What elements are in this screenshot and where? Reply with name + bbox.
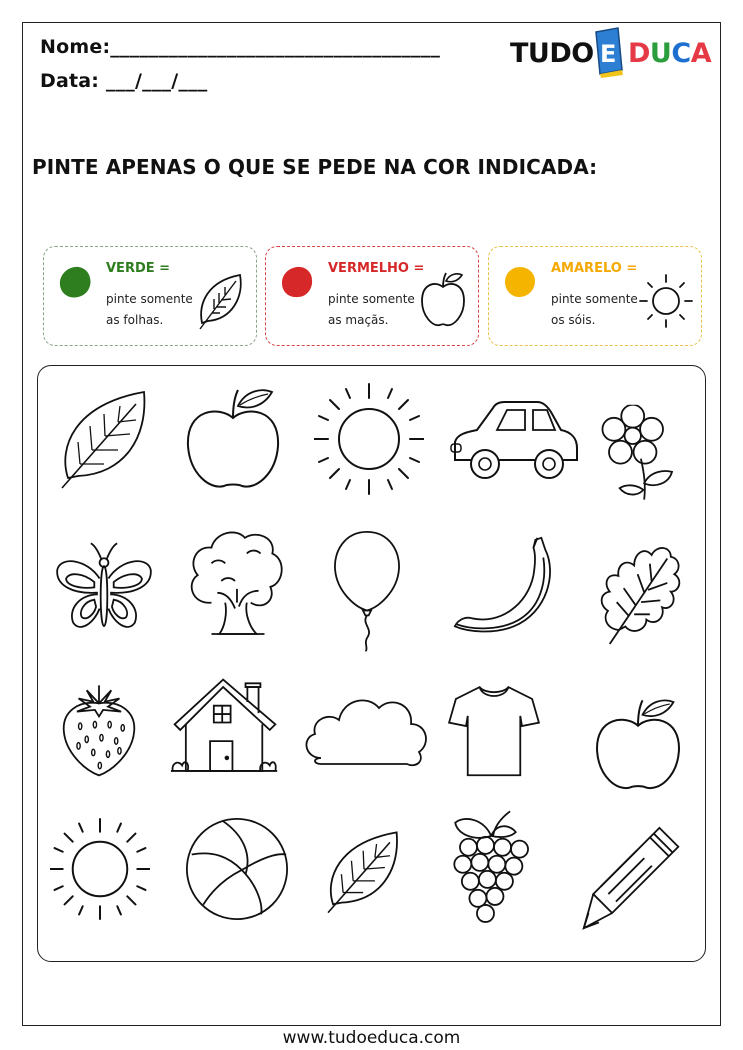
logo-text-tudo: TUDO xyxy=(510,38,594,69)
ball-icon xyxy=(184,812,290,926)
cloud-icon xyxy=(300,672,432,790)
grid-apple-1[interactable] xyxy=(178,378,288,496)
footer-url[interactable]: www.tudoeduca.com xyxy=(282,1028,461,1048)
yellow-paint-blob xyxy=(503,265,537,299)
legend-yellow-text: pinte somente os sóis. xyxy=(551,292,638,327)
sun-icon xyxy=(639,267,693,331)
grid-oak-leaf[interactable] xyxy=(594,532,690,660)
legend-yellow-heading: AMARELO = xyxy=(551,261,638,276)
logo-text-e: E xyxy=(600,40,616,68)
apple-icon xyxy=(178,378,288,496)
tree-icon xyxy=(182,520,290,644)
logo-text-duca: DUCA xyxy=(628,38,712,69)
grid-flower[interactable] xyxy=(600,394,690,512)
tudoeduca-logo xyxy=(508,32,718,76)
grid-sun-1[interactable] xyxy=(314,380,424,498)
apple-icon xyxy=(588,688,688,798)
legend-red-heading: VERMELHO = xyxy=(328,261,425,276)
grid-tree[interactable] xyxy=(182,520,290,644)
legend-red-text: pinte somente as maçãs. xyxy=(328,292,415,327)
grid-balloon[interactable] xyxy=(322,512,412,668)
tshirt-icon xyxy=(444,682,544,782)
legend-green-text: pinte somente as folhas. xyxy=(106,292,193,327)
red-paint-blob xyxy=(280,265,314,299)
legend-yellow xyxy=(488,246,702,346)
leaf-icon xyxy=(50,378,160,496)
sun-icon xyxy=(314,380,424,498)
oak-leaf-icon xyxy=(594,532,690,660)
banana-icon xyxy=(446,528,560,644)
grid-strawberry[interactable] xyxy=(54,680,144,784)
legend-green xyxy=(43,246,257,346)
house-icon xyxy=(166,674,284,784)
grid-leaf-2[interactable] xyxy=(318,808,410,932)
balloon-icon xyxy=(322,512,412,668)
legend-green-heading: VERDE = xyxy=(106,261,171,276)
grid-apple-2[interactable] xyxy=(588,688,688,798)
grapes-icon xyxy=(442,800,546,938)
grid-butterfly[interactable] xyxy=(48,538,160,642)
grid-house[interactable] xyxy=(166,674,284,784)
grid-leaf-1[interactable] xyxy=(50,378,160,496)
grid-car[interactable] xyxy=(448,382,580,500)
pencil-icon xyxy=(580,822,684,934)
leaf-icon xyxy=(194,267,248,331)
car-icon xyxy=(448,382,580,500)
leaf-icon xyxy=(318,808,410,932)
butterfly-icon xyxy=(48,538,160,642)
apple-icon xyxy=(416,267,470,331)
date-field[interactable]: Data: ___/___/___ xyxy=(40,70,208,92)
grid-pencil[interactable] xyxy=(580,822,684,934)
grid-banana[interactable] xyxy=(446,528,560,644)
strawberry-icon xyxy=(54,680,144,784)
instruction-title: PINTE APENAS O QUE SE PEDE NA COR INDICADA: xyxy=(32,155,598,179)
legend-red xyxy=(265,246,479,346)
sun-icon xyxy=(50,814,150,924)
grid-sun-2[interactable] xyxy=(50,814,150,924)
grid-cloud[interactable] xyxy=(300,672,432,790)
green-paint-blob xyxy=(58,265,92,299)
grid-grapes[interactable] xyxy=(442,800,546,938)
name-field[interactable]: Nome:__________________________________ xyxy=(40,36,441,58)
flower-icon xyxy=(600,394,690,512)
grid-tshirt[interactable] xyxy=(444,682,544,782)
grid-ball[interactable] xyxy=(184,812,290,926)
